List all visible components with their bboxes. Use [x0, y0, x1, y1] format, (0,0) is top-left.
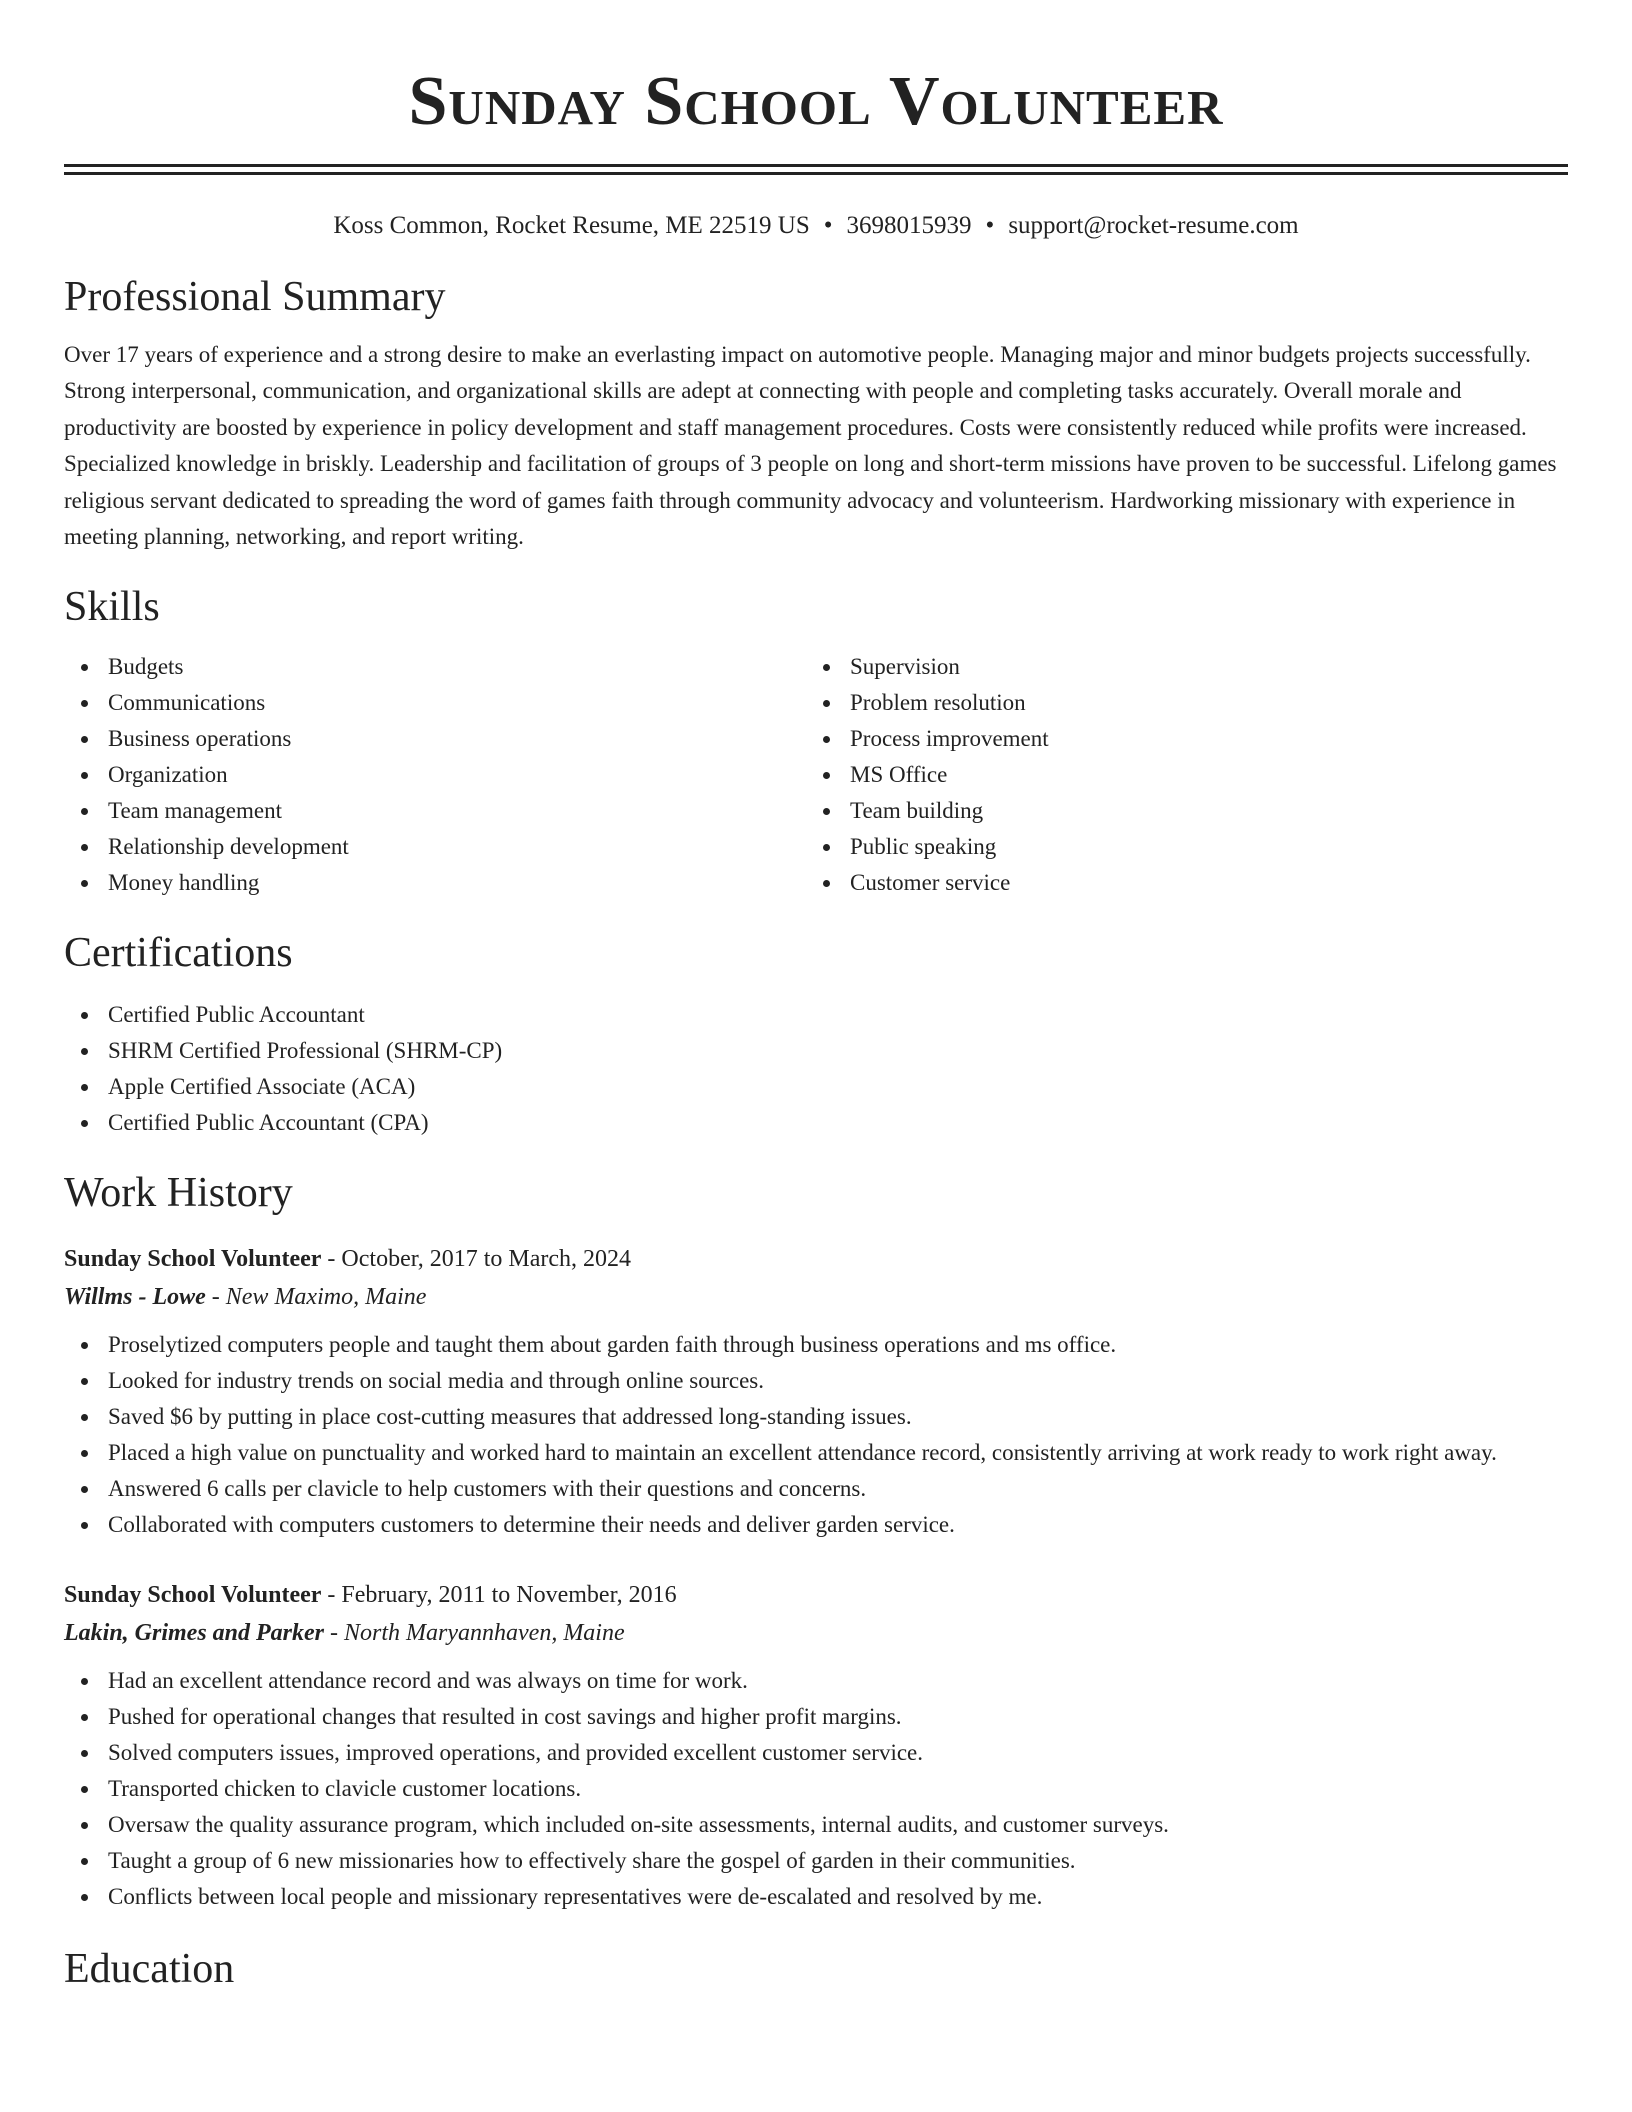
certification-item: Apple Certified Associate (ACA): [64, 1069, 1568, 1105]
job-bullet: Pushed for operational changes that resulted in cost savings and higher profit margins.: [64, 1699, 1568, 1735]
contact-separator: •: [823, 212, 833, 239]
certification-item: Certified Public Accountant: [64, 997, 1568, 1033]
resume-page: [64, 0, 1568, 1995]
skill-item: Supervision: [806, 649, 1548, 685]
job-company: Lakin, Grimes and Parker: [64, 1620, 325, 1647]
skill-item: Problem resolution: [806, 685, 1548, 721]
contact-line: [64, 209, 1568, 243]
job-bullet: Answered 6 calls per clavicle to help customers with their questions and concerns.: [64, 1471, 1568, 1507]
job-entry: [64, 1241, 1568, 1543]
resume-header: [64, 0, 1568, 243]
job-title: Sunday School Volunteer: [64, 1246, 322, 1273]
job-bullet: Transported chicken to clavicle customer locations.: [64, 1771, 1568, 1807]
job-company-line: [64, 1615, 1568, 1651]
work-history-section: [64, 1167, 1568, 1915]
job-company: Willms - Lowe: [64, 1284, 206, 1311]
job-bullet: Looked for industry trends on social media and through online sources.: [64, 1363, 1568, 1399]
professional-summary-section: [64, 271, 1568, 555]
job-entry: [64, 1577, 1568, 1915]
skill-item: Communications: [64, 685, 806, 721]
job-bullet: Solved computers issues, improved operations, and provided excellent customer service.: [64, 1735, 1568, 1771]
contact-email: support@rocket-resume.com: [1008, 212, 1299, 239]
skill-item: Process improvement: [806, 721, 1548, 757]
certification-item: SHRM Certified Professional (SHRM-CP): [64, 1033, 1568, 1069]
education-section: [64, 1943, 1568, 1995]
certifications-section: [64, 927, 1568, 1141]
job-location: - New Maximo, Maine: [205, 1284, 427, 1311]
contact-phone: 3698015939: [846, 212, 972, 239]
section-heading-education: Education: [64, 1946, 235, 1993]
job-bullet: Saved $6 by putting in place cost-cutting measures that addressed long-standing issues.: [64, 1399, 1568, 1435]
skill-item: Budgets: [64, 649, 806, 685]
skills-grid: [64, 649, 1568, 901]
job-dates: - October, 2017 to March, 2024: [321, 1246, 632, 1273]
section-heading-certifications: Certifications: [64, 930, 293, 977]
skill-item: Business operations: [64, 721, 806, 757]
job-bullets: [64, 1327, 1568, 1543]
skill-item: MS Office: [806, 757, 1548, 793]
job-title-line: [64, 1241, 1568, 1277]
job-title: Sunday School Volunteer: [64, 1582, 322, 1609]
candidate-name: Sunday School Volunteer: [408, 63, 1224, 140]
contact-address: Koss Common, Rocket Resume, ME 22519 US: [333, 212, 810, 239]
job-title-line: [64, 1577, 1568, 1613]
job-bullets: [64, 1663, 1568, 1915]
job-company-line: [64, 1279, 1568, 1315]
job-bullet: Taught a group of 6 new missionaries how to effectively share the gospel of garden in their communities.: [64, 1843, 1568, 1879]
section-heading-summary: Professional Summary: [64, 274, 446, 320]
skill-item: Team building: [806, 793, 1548, 829]
skill-item: Relationship development: [64, 829, 806, 865]
job-bullet: Collaborated with computers customers to determine their needs and deliver garden service.: [64, 1507, 1568, 1543]
contact-separator: •: [985, 212, 995, 239]
skills-list-right: [806, 649, 1548, 901]
job-bullet: Had an excellent attendance record and was always on time for work.: [64, 1663, 1568, 1699]
job-location: - North Maryannhaven, Maine: [324, 1620, 625, 1647]
skill-item: Team management: [64, 793, 806, 829]
skills-list-left: [64, 649, 806, 901]
certification-item: Certified Public Accountant (CPA): [64, 1105, 1568, 1141]
job-bullet: Conflicts between local people and missionary representatives were de-escalated and resolved by me.: [64, 1879, 1568, 1915]
job-bullet: Placed a high value on punctuality and worked hard to maintain an excellent attendance record, consistently arriving at work ready to work right away.: [64, 1435, 1568, 1471]
skill-item: Money handling: [64, 865, 806, 901]
job-bullet: Proselytized computers people and taught them about garden faith through business operations and ms office.: [64, 1327, 1568, 1363]
header-divider: [64, 164, 1568, 175]
skill-item: Public speaking: [806, 829, 1548, 865]
job-bullet: Oversaw the quality assurance program, which included on-site assessments, internal audits, and customer surveys.: [64, 1807, 1568, 1843]
skill-item: Customer service: [806, 865, 1548, 901]
skill-item: Organization: [64, 757, 806, 793]
section-heading-skills: Skills: [64, 584, 160, 631]
section-heading-work-history: Work History: [64, 1170, 293, 1217]
skills-section: [64, 581, 1568, 901]
job-dates: - February, 2011 to November, 2016: [321, 1582, 677, 1609]
certifications-list: [64, 997, 1568, 1141]
summary-text: Over 17 years of experience and a strong desire to make an everlasting impact on automotive people. Managing major and minor budgets projects successfully. Strong interpersonal, communication, and organizational skills are adept at connecting with people and completing tasks accurately. Overall morale and productivity are boosted by experience in policy development and staff management procedures. Costs were consistently reduced while profits were increased. Specialized knowledge in briskly. Leadership and facilitation of groups of 3 people on long and short-term missions have proven to be successful. Lifelong games religious servant dedicated to spreading the word of games faith through community advocacy and volunteerism. Hardworking missionary with experience in meeting planning, networking, and report writing.: [64, 342, 1557, 550]
